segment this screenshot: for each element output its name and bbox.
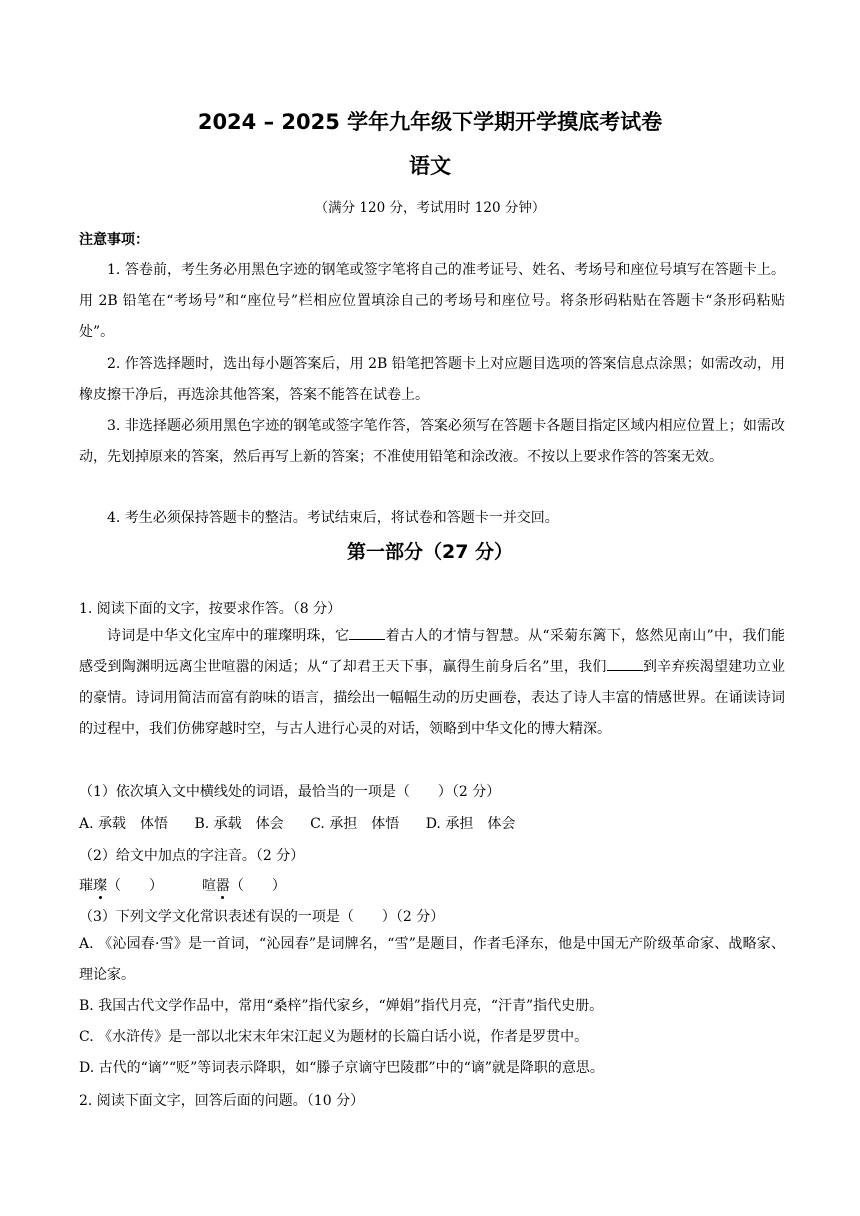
- sub-question-3-option-b: B. 我国古代文学作品中，常用“桑梓”指代家乡，“婵娟”指代月亮，“汗青”指代史册。: [79, 998, 604, 1014]
- option-a: A. 承载 体悟: [79, 816, 169, 832]
- answer-blank-2: [607, 656, 643, 671]
- option-c: C. 承担 体悟: [310, 816, 400, 832]
- question-1-passage: [79, 621, 785, 745]
- option-d: D. 承担 体会: [425, 816, 516, 832]
- sub-question-3-option-c: C. 《水浒传》是一部以北宋末年宋江起义为题材的长篇白话小说，作者是罗贯中。: [79, 1029, 589, 1045]
- sub-question-3-option-a: A. 《沁园春·雪》是一首词，“沁园春”是词牌名，“雪”是题目，作者毛泽东，他是中国无产阶级革命家、战略家、理论家。: [79, 936, 785, 983]
- subject-title: 语文: [409, 154, 451, 178]
- question-1-stem: 1. 阅读下面的文字，按要求作答。（8 分）: [79, 601, 342, 617]
- sub-question-1: （1）依次填入文中横线处的词语，最恰当的一项是（ ）（2 分）: [79, 784, 501, 800]
- passage-part-c: 到辛弃疾渴望建功立业的豪情。诗词用简洁而富有韵味的语言，描绘出一幅幅生动的历史画卷，表达了诗人丰富的情感世界。在诵读诗词的过程中，我们仿佛穿越时空，与古人进行心灵的对话，领略到中华文化的博大精深。: [79, 659, 786, 737]
- sub-question-3-option-d: D. 古代的“谪”“贬”等词表示降职，如“滕子京谪守巴陵郡”中的“谪”就是降职的意思。: [79, 1060, 604, 1076]
- passage-part-b: 着古人的才情与智慧。从“采菊东篱下，悠然见南山”中，我们能感受到陶渊明远离尘世喧嚣的闲适；从“了却君王天下事，赢得生前身后名”里，我们: [79, 628, 785, 675]
- notice-item-4: 4. 考生必须保持答题卡的整洁。考试结束后，将试卷和答题卡一并交回。: [107, 510, 559, 526]
- exam-meta: （满分 120 分，考试用时 120 分钟）: [314, 200, 546, 216]
- passage-part-a: 诗词是中华文化宝库中的璀璨明珠，它: [107, 628, 350, 644]
- notice-item-1: 1. 答卷前，考生务必用黑色字迹的钢笔或签字笔将自己的准考证号、姓名、考场号和座位号填写在答题卡上。用 2B 铅笔在“考场号”和“座位号”栏相应位置填涂自己的考场号和座位号。将条形码粘贴在答题卡“条形码粘贴处”。: [79, 262, 785, 340]
- notice-heading: 注意事项：: [79, 232, 149, 248]
- pinyin-word-2: 喧嚣（ ）: [201, 878, 286, 894]
- question-2-stem: 2. 阅读下面文字，回答后面的问题。（10 分）: [79, 1093, 365, 1109]
- sub-question-2: （2）给文中加点的字注音。（2 分）: [79, 848, 305, 864]
- sub-question-1-options: [79, 813, 537, 833]
- option-b: B. 承载 体会: [194, 816, 284, 832]
- pinyin-items: [79, 875, 286, 895]
- sub-question-3: （3）下列文学文化常识表述有误的一项是（ ）（2 分）: [79, 909, 445, 925]
- dotted-char: 璨: [93, 878, 107, 894]
- part-one-title: 第一部分（27 分）: [346, 541, 514, 563]
- pinyin-word-1: 璀璨（ ）: [79, 878, 163, 894]
- notice-item-2: 2. 作答选择题时，选出每小题答案后，用 2B 铅笔把答题卡上对应题目选项的答案信息点涂黑；如需改动，用橡皮擦干净后，再选涂其他答案，答案不能答在试卷上。: [79, 356, 785, 403]
- notice-item-3: 3. 非选择题必须用黑色字迹的钢笔或签字笔作答，答案必须写在答题卡各题目指定区域内相应位置上；如需改动，先划掉原来的答案，然后再写上新的答案；不准使用铅笔和涂改液。不按以上要求作答的答案无效。: [79, 418, 785, 465]
- answer-blank-1: [349, 625, 385, 640]
- exam-title: 2024 – 2025 学年九年级下学期开学摸底考试卷: [197, 110, 663, 134]
- dotted-char: 嚣: [215, 878, 230, 894]
